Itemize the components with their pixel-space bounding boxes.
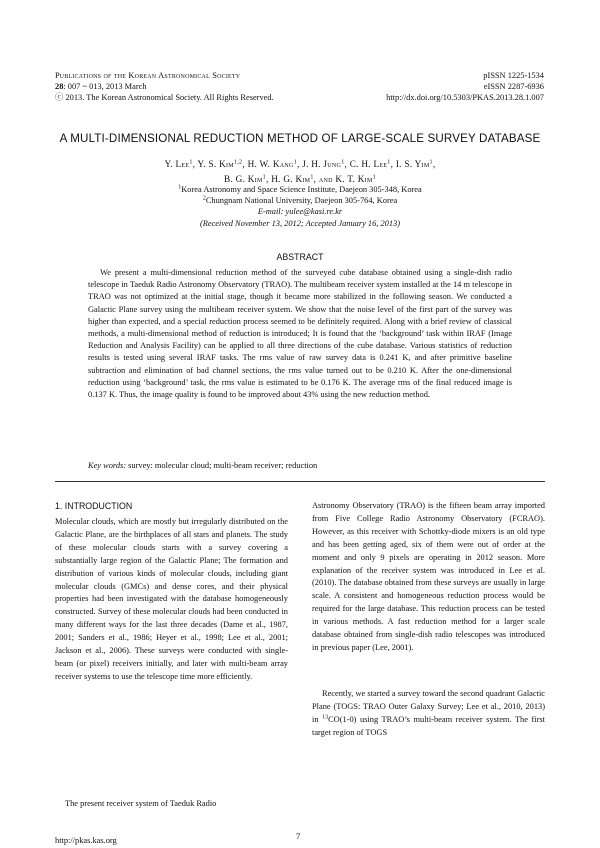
author: Y. S. Kim [197,159,234,169]
author-line-2: B. G. Kim$^1$, H. G. Kim$^1$, and K. T. Kim$^1$ [224,173,376,184]
page-number: 7 [296,831,301,841]
email[interactable]: E-mail: yulee@kasi.re.kr [257,207,343,217]
pissn: pISSN 1225-1534 [483,71,544,80]
issn-block [386,70,544,103]
author: H. G. Kim [271,173,311,184]
affiliations [40,184,560,229]
journal-name: Publications of the Korean Astronomical Society [55,71,241,80]
intro-paragraph-1: Molecular clouds, which are mostly but irregularly distributed on the Galactic Plane, are the birthplaces of all stars and planets. The study of these molecular clouds starts with a survey covering a substantially large region of the Galactic Plane; The formation and distribution of various kinds of molecular clouds, including giant molecular clouds (GMCs) and dense cores, and their physical properties had been investigated with the database homogeneously constructed. Survey of these molecular clouds had been conducted in many different ways for the last three decades (Dame et al., 1987, 2001; Sanders et al., 1986; Heyer et al., 1998; Lee et al., 2001; Jackson et al., 2006). These surveys were conducted with single-beam (or pixel) receivers initially, and later with multi-beam array receiver systems to use the telescope time more efficiently. [55,517,288,681]
abstract-text: We present a multi-dimensional reduction method of the surveyed cube database obtained using a single-dish radio telescope in Taeduk Radio Astronomy Observatory (TRAO). The multibeam receiver system installed at the 14 m telescope in TRAO was not optimized at the initial stage, though it became more stabilized in the following season. We conducted a Galactic Plane survey using the multibeam receiver system. We show that the noise level of the first part of the survey was higher than expected, and a special reduction process seemed to be definitely required. Along with a brief review of classical methods, a multi-dimensional method of reduction is introduced; It is found that the ‘background’ task within IRAF (Image Reduction and Analysis Facility) can be applied to all three directions of the cube database. Various statistics of reduction results is tested using several IRAF tasks. The rms value of raw survey data is 0.241 K, and after primitive baseline subtraction and elimination of bad channel sections, the rms value turned out to be 0.210 K. After the one-dimensional reduction using ‘background’ task, the rms value is estimated to be 0.176 K. The average rms of the final reduced image is 0.137 K. Thus, the image quality is found to be improved about 43% using the new reduction method. [88,268,512,400]
abstract-heading: ABSTRACT [276,252,324,262]
eissn: eISSN 2287-6936 [483,82,544,91]
received-dates: (Received November 13, 2012; Accepted January 16, 2013) [199,218,401,228]
author-list [40,157,560,186]
author: I. S. Yim [395,159,430,169]
author: Y. Lee [164,159,190,169]
author-line-1: Y. Lee$^1$, Y. S. Kim$^{1,2}$, H. W. Kang$^1$, J. H. Jung$^1$, C. H. Lee$^1$, I. S. Yim$^1$, [164,159,436,169]
footer-url[interactable]: http://pkas.kas.org [55,836,117,845]
keywords [88,461,512,470]
affiliation-1: $^1$Korea Astronomy and Space Science Institute, Daejeon 305-348, Korea [178,184,422,194]
intro-paragraph-2-start: The present receiver system of Taeduk Radio [65,799,217,808]
intro-paragraph-2-continued: Astronomy Observatory (TRAO) is the fifteen beam array imported from Five College Radio Astronomy Observatory (FCRAO). However, as this receiver with Schottky-diode mixers is an old type and has been getting aged, six of them were out of order at the moment and only 9 pixels are operating in 2012 season. More explanation of the receiver system was introduced in Lee et al. (2010). The database obtained from these surveys are usually in large scale. A consistent and homogeneous reduction process would be required for the large database. This reduction process can be tested in various methods. A fast reduction method for a larger scale database obtained from single-dish radio telescopes was introduced in previous paper (Lee, 2001). [312,501,545,652]
author: H. W. Kang [247,159,294,169]
section-heading-introduction: 1. INTRODUCTION [55,501,133,511]
paper-title: A MULTI-DIMENSIONAL REDUCTION METHOD OF LARGE-SCALE SURVEY DATABASE [59,132,541,145]
intro-paragraph-3: Recently, we started a survey toward the second quadrant Galactic Plane (TOGS: TRAO Outer Galaxy Survey; Lee et al., 2010, 2013) in $^{13}$CO(1-0) using TRAO’s multi-beam receiver system. The first target region of TOGS [312,689,546,737]
volume-info: 28: 007 ~ 013, 2013 March [55,82,147,91]
affiliation-2: $^2$Chungnam National University, Daejeon 305-764, Korea [202,195,398,206]
doi-link[interactable]: http://dx.doi.org/10.5303/PKAS.2013.28.1.007 [386,93,544,102]
copyright-line: ⓒ 2013. The Korean Astronomical Society. All Rights Reserved. [55,93,274,102]
keywords-label: Key words: [88,461,127,470]
author: J. H. Jung [302,159,342,169]
divider [55,481,545,482]
author: C. H. Lee [349,159,388,169]
keywords-text: survey: molecular cloud; multi-beam receiver; reduction [128,461,318,470]
author: B. G. Kim [224,173,263,184]
author: K. T. Kim [335,173,373,184]
journal-header [55,70,274,103]
